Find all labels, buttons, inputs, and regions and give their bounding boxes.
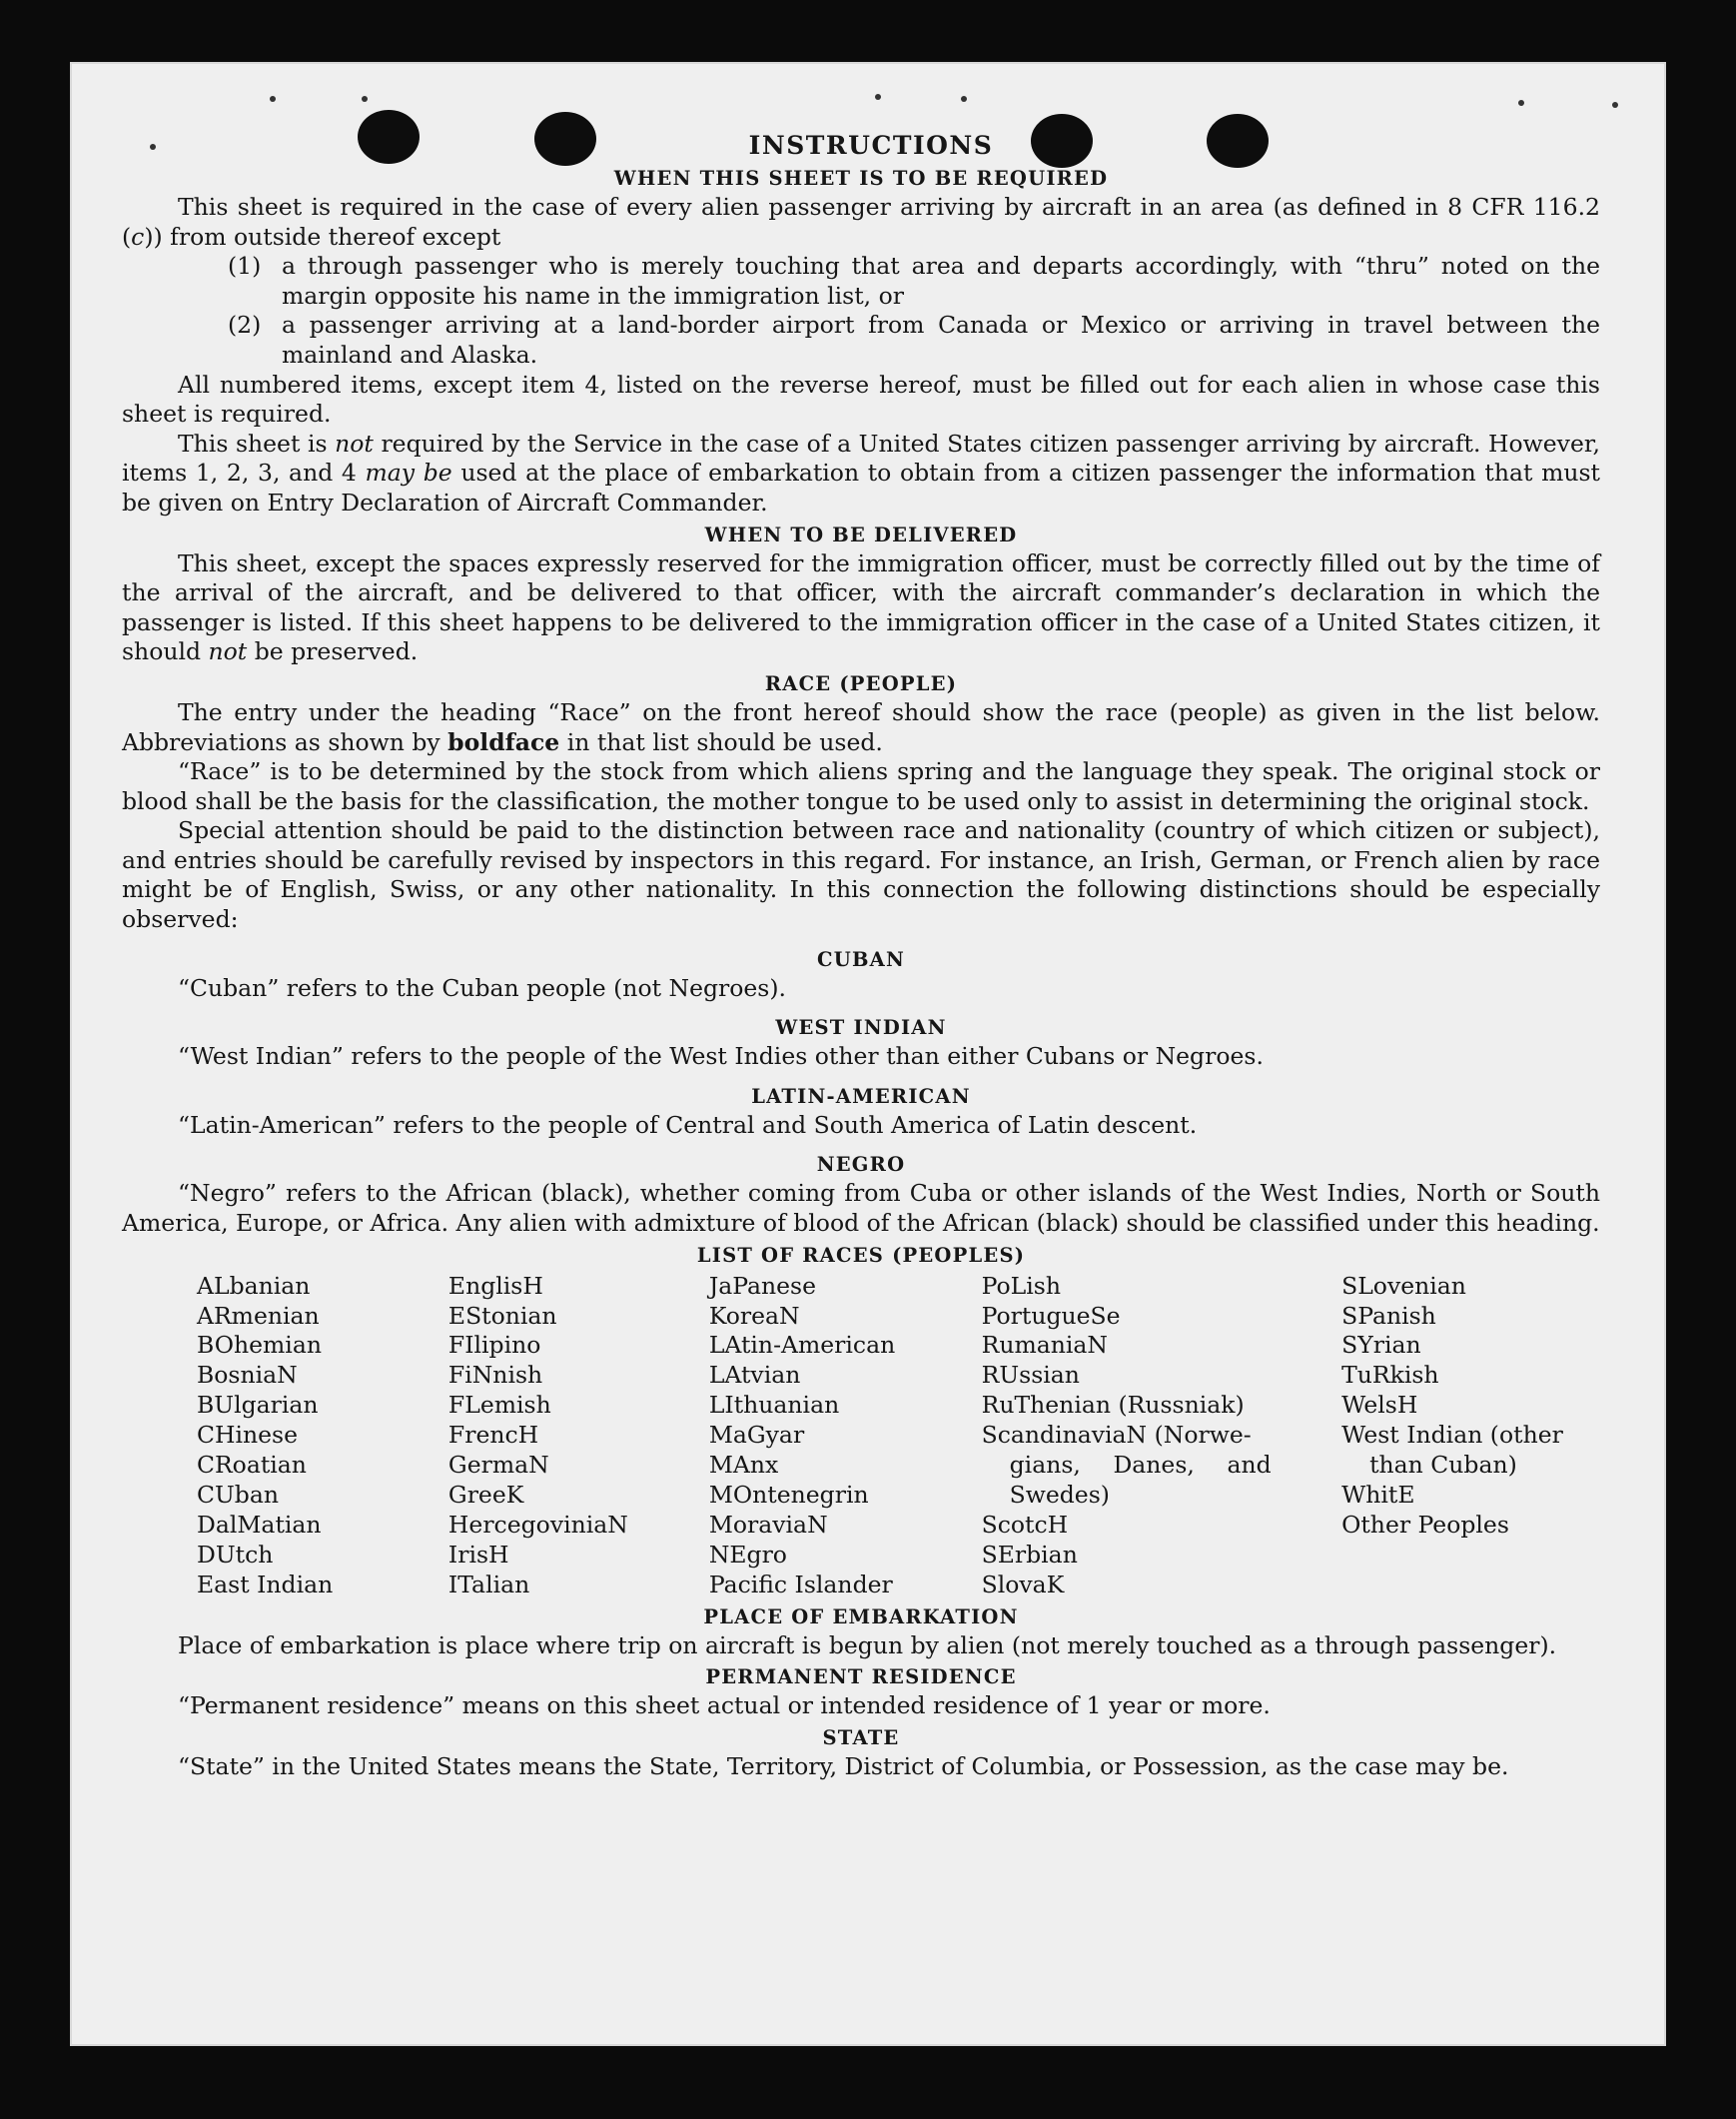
race-item: JaPanese xyxy=(708,1271,817,1300)
race-item: FIlipino xyxy=(447,1331,541,1360)
race-item: LAtvian xyxy=(708,1361,801,1390)
race-item: BUlgarian xyxy=(197,1391,319,1420)
item-text: a passenger arriving at a land-border airport from Canada or Mexico or arriving in travel between the mainland and Alaska. xyxy=(282,311,1600,369)
paragraph-cuban: “Cuban” refers to the Cuban people (not Negroes). xyxy=(178,973,787,1002)
race-item: TuRkish xyxy=(1341,1361,1439,1390)
paragraph-embarkation: Place of embarkation is place where trip on aircraft is begun by alien (not merely touched as a through passenger). xyxy=(178,1630,1557,1659)
heading-latin-american: LATIN-AMERICAN xyxy=(751,1084,971,1108)
race-column xyxy=(1341,1272,1600,1600)
item-number: (1) xyxy=(228,252,262,281)
race-item-continuation: Swedes) xyxy=(1009,1480,1110,1509)
race-column xyxy=(709,1272,982,1600)
speck xyxy=(270,96,276,102)
race-item: ScandinaviaN (Norwe- xyxy=(981,1421,1252,1450)
race-list xyxy=(122,1272,1600,1600)
speck xyxy=(362,96,368,102)
race-item: CRoatian xyxy=(197,1451,307,1480)
race-item: RuThenian (Russniak) xyxy=(981,1391,1245,1420)
heading-west-indian: WEST INDIAN xyxy=(775,1016,947,1040)
paragraph-latin-american: “Latin-American” refers to the people of Central and South America of Latin descent. xyxy=(178,1110,1198,1139)
race-item-continuation: than Cuban) xyxy=(1369,1451,1517,1480)
race-column xyxy=(982,1272,1341,1600)
exception-item-1 xyxy=(122,252,1600,311)
race-item: RumaniaN xyxy=(981,1331,1108,1360)
heading-negro: NEGRO xyxy=(816,1153,906,1177)
race-item: West Indian (other xyxy=(1341,1421,1563,1450)
race-item: DUtch xyxy=(197,1540,274,1569)
race-item: CHinese xyxy=(197,1421,298,1450)
race-item: Other Peoples xyxy=(1341,1510,1509,1539)
heading-when-delivered: WHEN TO BE DELIVERED xyxy=(704,523,1018,546)
paragraph-delivered: This sheet, except the spaces expressly reserved for the immigration officer, must be correctly filled out by the time of the arrival of the aircraft, and be delivered to that officer, with the aircraft commander’s declaration in which the passenger is listed. If this sheet happens to be delivered to the immigration officer in the case of a United States citizen, it should not be preserved. xyxy=(122,548,1600,666)
race-item: East Indian xyxy=(197,1570,334,1598)
speck xyxy=(1612,102,1618,108)
race-item: SlovaK xyxy=(981,1570,1065,1598)
heading-state: STATE xyxy=(822,1725,900,1749)
race-item: ARmenian xyxy=(197,1301,320,1330)
heading-when-required: WHEN THIS SHEET IS TO BE REQUIRED xyxy=(613,167,1109,190)
race-item: EStonian xyxy=(447,1301,557,1330)
paragraph-residence: “Permanent residence” means on this sheet actual or intended residence of 1 year or more. xyxy=(178,1691,1271,1720)
speck xyxy=(875,94,881,100)
race-item: LAtin-American xyxy=(708,1331,896,1360)
race-column xyxy=(448,1272,709,1600)
race-item: PortugueSe xyxy=(981,1301,1121,1330)
race-item: PoLish xyxy=(981,1271,1061,1300)
race-item: GermaN xyxy=(447,1451,549,1480)
heading-cuban: CUBAN xyxy=(817,947,905,971)
instructions-text xyxy=(122,130,1600,1781)
paragraph-race-3: Special attention should be paid to the distinction between race and nationality (country of which citizen or subject), and entries should be carefully revised by inspectors in this regard. For instance, an Irish, German, or French alien by race might be of English, Swiss, or any other nationality. In this connection the following distinctions should be especially observed: xyxy=(122,816,1600,934)
heading-place-of-embarkation: PLACE OF EMBARKATION xyxy=(703,1604,1019,1628)
paragraph-required-intro: This sheet is required in the case of every alien passenger arriving by aircraft in an area (as defined in 8 CFR 116.2 (c)) from outside thereof except xyxy=(122,193,1600,251)
race-item: SPanish xyxy=(1341,1301,1436,1330)
paragraph-west-indian: “West Indian” refers to the people of the West Indies other than either Cubans or Negroes. xyxy=(178,1042,1264,1071)
race-item: ITalian xyxy=(447,1570,530,1598)
race-item: WhitE xyxy=(1341,1480,1415,1509)
race-item: FrencH xyxy=(447,1421,539,1450)
race-item: SErbian xyxy=(981,1540,1078,1569)
race-item: FiNnish xyxy=(447,1361,543,1390)
race-item: Pacific Islander xyxy=(708,1570,893,1598)
race-item: MoraviaN xyxy=(708,1510,828,1539)
race-item: BOhemian xyxy=(197,1331,322,1360)
heading-permanent-residence: PERMANENT RESIDENCE xyxy=(705,1665,1017,1689)
race-item: GreeK xyxy=(447,1480,524,1509)
race-item: FLemish xyxy=(447,1391,551,1420)
speck xyxy=(1518,100,1524,106)
race-column xyxy=(197,1272,448,1600)
speck xyxy=(961,96,967,102)
race-item: NEgro xyxy=(708,1540,787,1569)
race-item: ScotcH xyxy=(981,1510,1069,1539)
item-text: a through passenger who is merely touching that area and departs accordingly, with “thru” noted on the margin opposite his name in the immigration list, or xyxy=(282,252,1600,310)
race-item: BosniaN xyxy=(197,1361,298,1390)
race-item: MaGyar xyxy=(708,1421,805,1450)
paragraph-state: “State” in the United States means the State, Territory, District of Columbia, or Possession, as the case may be. xyxy=(178,1751,1509,1780)
paragraph-negro: “Negro” refers to the African (black), whether coming from Cuba or other islands of the West Indies, North or South America, Europe, or Africa. Any alien with admixture of blood of the African (black) should be classified under this heading. xyxy=(122,1179,1600,1238)
race-item-continuation: gians, Danes, and xyxy=(1009,1451,1272,1480)
race-item: SYrian xyxy=(1341,1331,1421,1360)
race-item: ALbanian xyxy=(197,1271,311,1300)
race-item: WelsH xyxy=(1341,1391,1418,1420)
page-title: INSTRUCTIONS xyxy=(748,131,994,160)
heading-list-of-races: LIST OF RACES (PEOPLES) xyxy=(696,1243,1026,1267)
race-item: DalMatian xyxy=(197,1510,322,1539)
paragraph-race-1: The entry under the heading “Race” on the front hereof should show the race (people) as given in the list below. Abbreviations as shown by boldface in that list should be used. xyxy=(122,697,1600,756)
race-item: CUban xyxy=(197,1480,279,1509)
paragraph-numbered-items: All numbered items, except item 4, listed on the reverse hereof, must be filled out for each alien in whose case this sheet is required. xyxy=(122,370,1600,429)
race-item: EnglisH xyxy=(447,1271,543,1300)
race-item: SLovenian xyxy=(1341,1271,1466,1300)
race-item: KoreaN xyxy=(708,1301,800,1330)
heading-race: RACE (PEOPLE) xyxy=(764,671,958,695)
paragraph-citizen: This sheet is not required by the Service in the case of a United States citizen passenger arriving by aircraft. However, items 1, 2, 3, and 4 may be used at the place of embarkation to obtain from a citizen passenger the information that must be given on Entry Declaration of Aircraft Commander. xyxy=(122,429,1600,517)
item-number: (2) xyxy=(228,311,262,340)
race-item: MOntenegrin xyxy=(708,1480,869,1509)
race-item: RUssian xyxy=(981,1361,1080,1390)
paragraph-race-2: “Race” is to be determined by the stock from which aliens spring and the language they speak. The original stock or blood shall be the basis for the classification, the mother tongue to be used only to assist in determining the original stock. xyxy=(122,757,1600,815)
race-item: MAnx xyxy=(708,1451,779,1480)
exception-item-2 xyxy=(122,311,1600,370)
race-item: IrisH xyxy=(447,1540,509,1569)
race-item: LIthuanian xyxy=(708,1391,840,1420)
race-item: HercegoviniaN xyxy=(447,1510,628,1539)
